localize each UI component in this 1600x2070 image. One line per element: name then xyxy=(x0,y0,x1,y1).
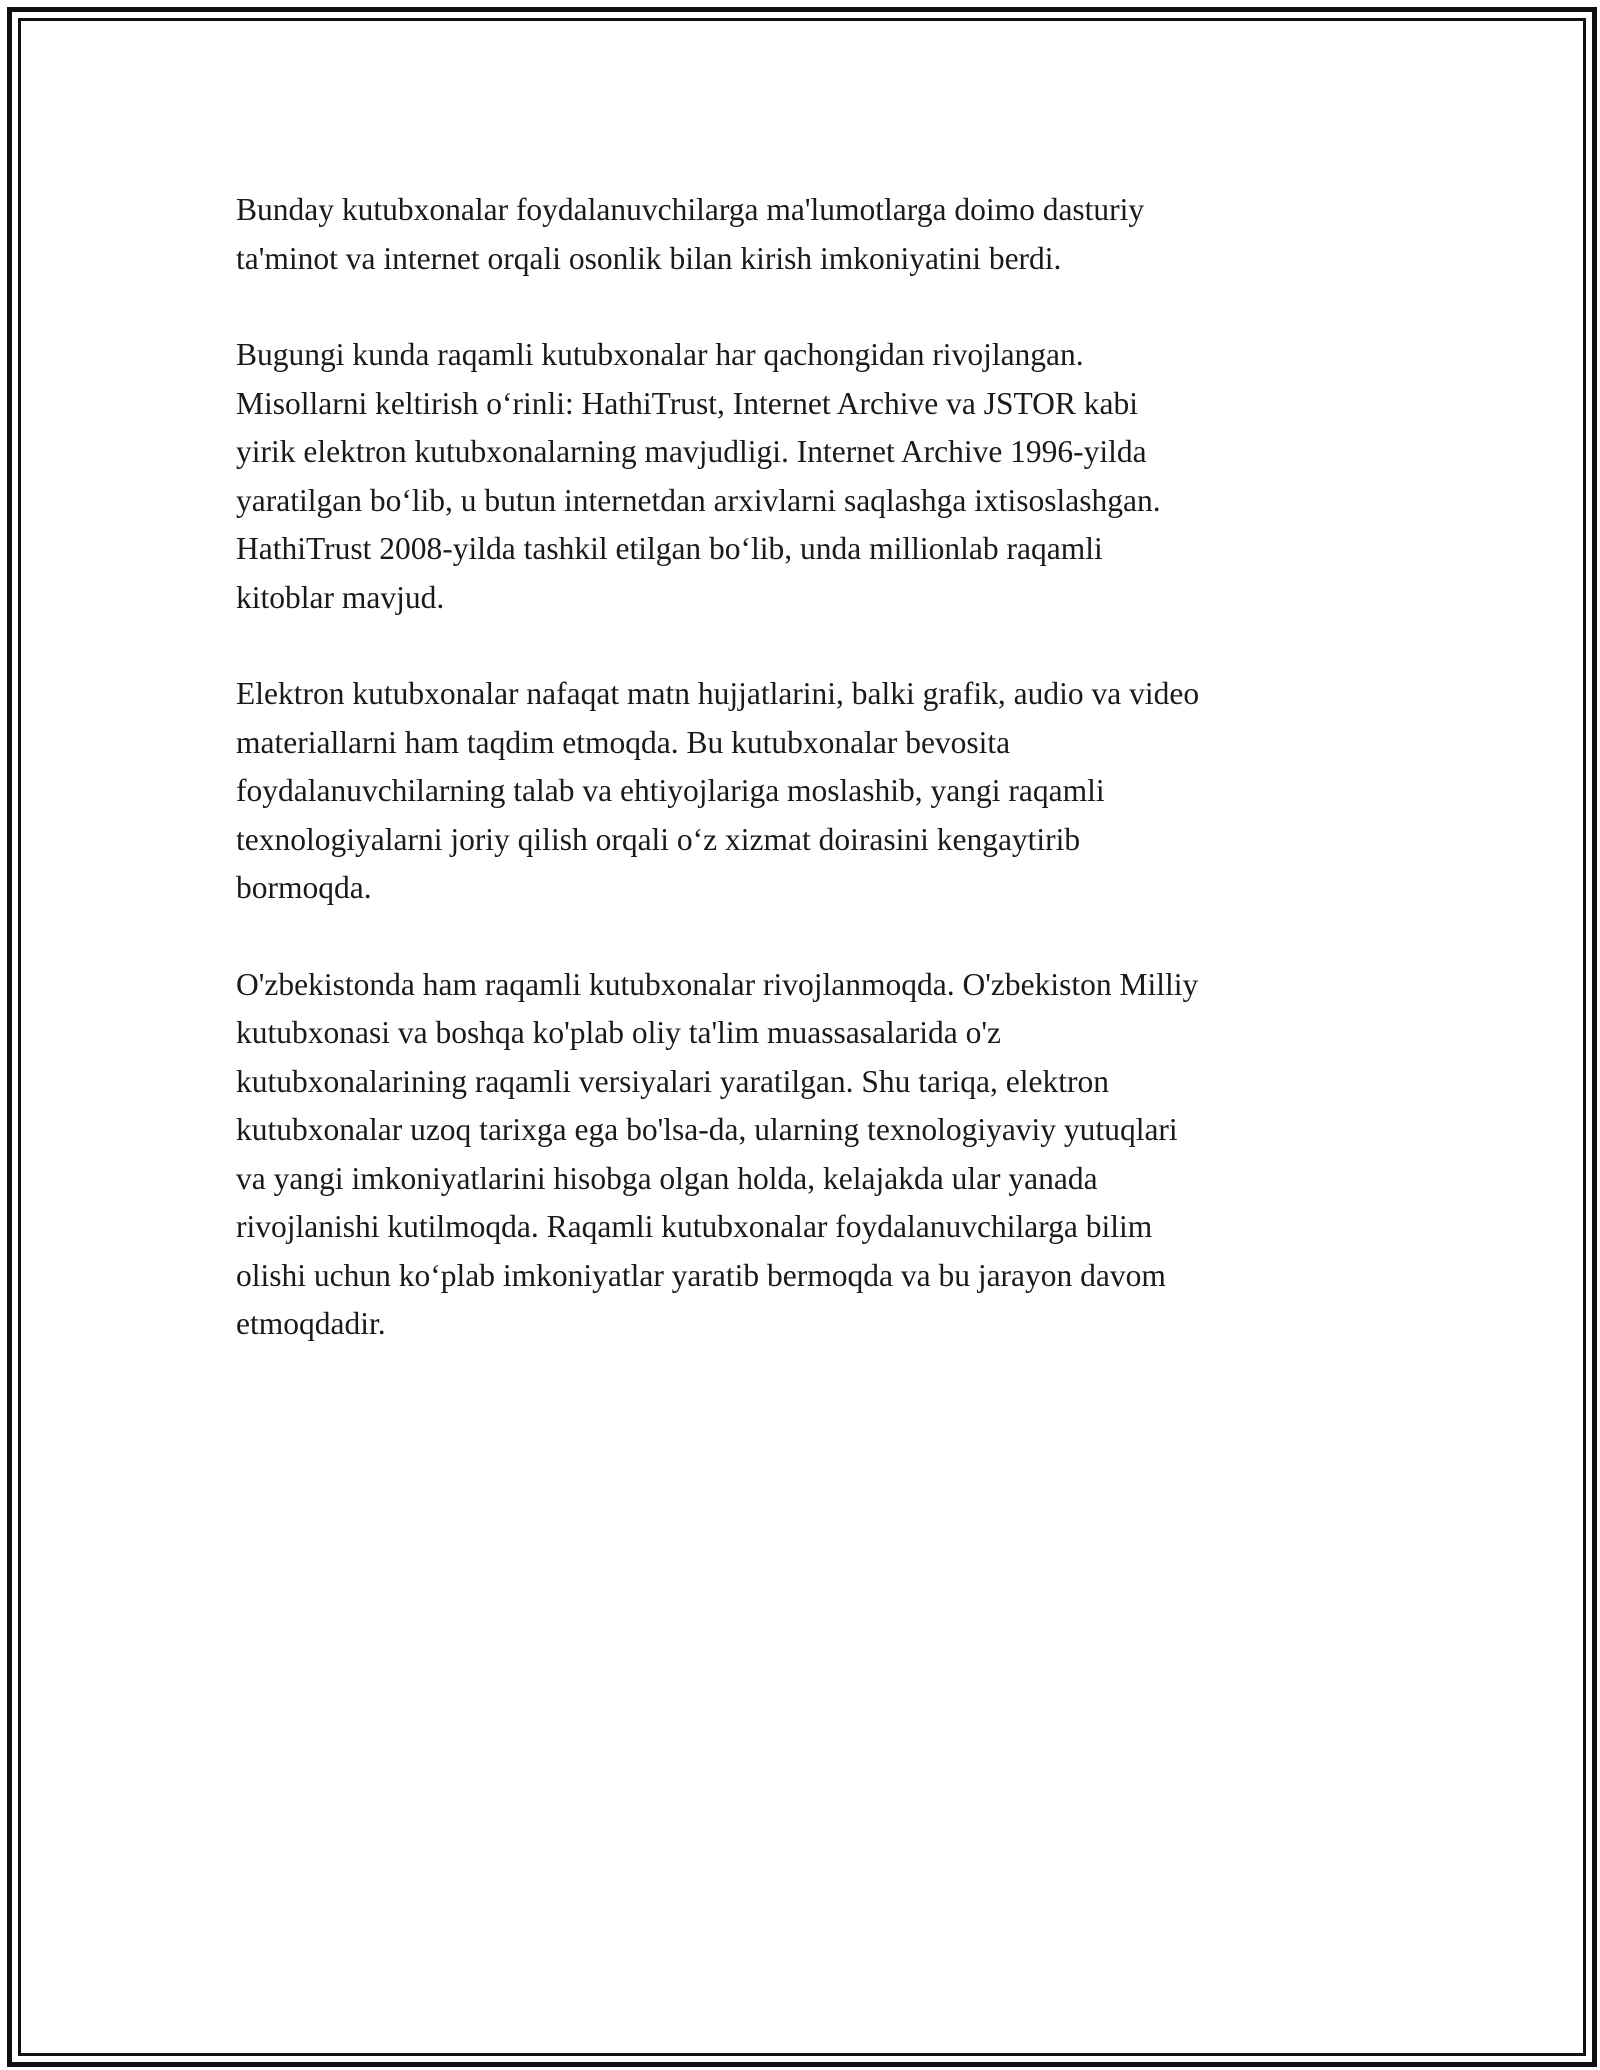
paragraph-4: O'zbekistonda ham raqamli kutubxonalar rivojlanmoqda. O'zbekiston Milliy kutubxonasi va boshqa ko'plab oliy ta'lim muassasalarida o'z kutubxonalarining raqamli versiyalari yaratilgan. Shu tariqa, elektron kutubxonalar uzoq tarixga ega bo'lsa-da, ularning texnologiyaviy yutuqlari va yangi imkoniyatlarini hisobga olgan holda, kelajakda ular yanada rivojlanishi kutilmoqda. Raqamli kutubxonalar foydalanuvchilarga bilim olishi uchun ko‘plab imkoniyatlar yaratib bermoqda va bu jarayon davom etmoqdadir. xyxy=(236,966,1199,1341)
paragraph-1: Bunday kutubxonalar foydalanuvchilarga ma'lumotlarga doimo dasturiy ta'minot va internet orqali osonlik bilan kirish imkoniyatini berdi. xyxy=(236,192,1145,276)
paragraph-2: Bugungi kunda raqamli kutubxonalar har qachongidan rivojlangan. Misollarni keltirish o‘rinli: HathiTrust, Internet Archive va JSTOR kabi yirik elektron kutubxonalarning mavjudligi. Internet Archive 1996-yilda yaratilgan bo‘lib, u butun internetdan arxivlarni saqlashga ixtisoslashgan. HathiTrust 2008-yilda tashkil etilgan bo‘lib, unda millionlab raqamli kitoblar mavjud. xyxy=(236,337,1161,615)
document-body xyxy=(236,186,1366,1397)
paragraph-3: Elektron kutubxonalar nafaqat matn hujjatlarini, balki grafik, audio va video materiallarni ham taqdim etmoqda. Bu kutubxonalar bevosita foydalanuvchilarning talab va ehtiyojlariga moslashib, yangi raqamli texnologiyalarni joriy qilish orqali o‘z xizmat doirasini kengaytirib bormoqda. xyxy=(236,676,1200,905)
